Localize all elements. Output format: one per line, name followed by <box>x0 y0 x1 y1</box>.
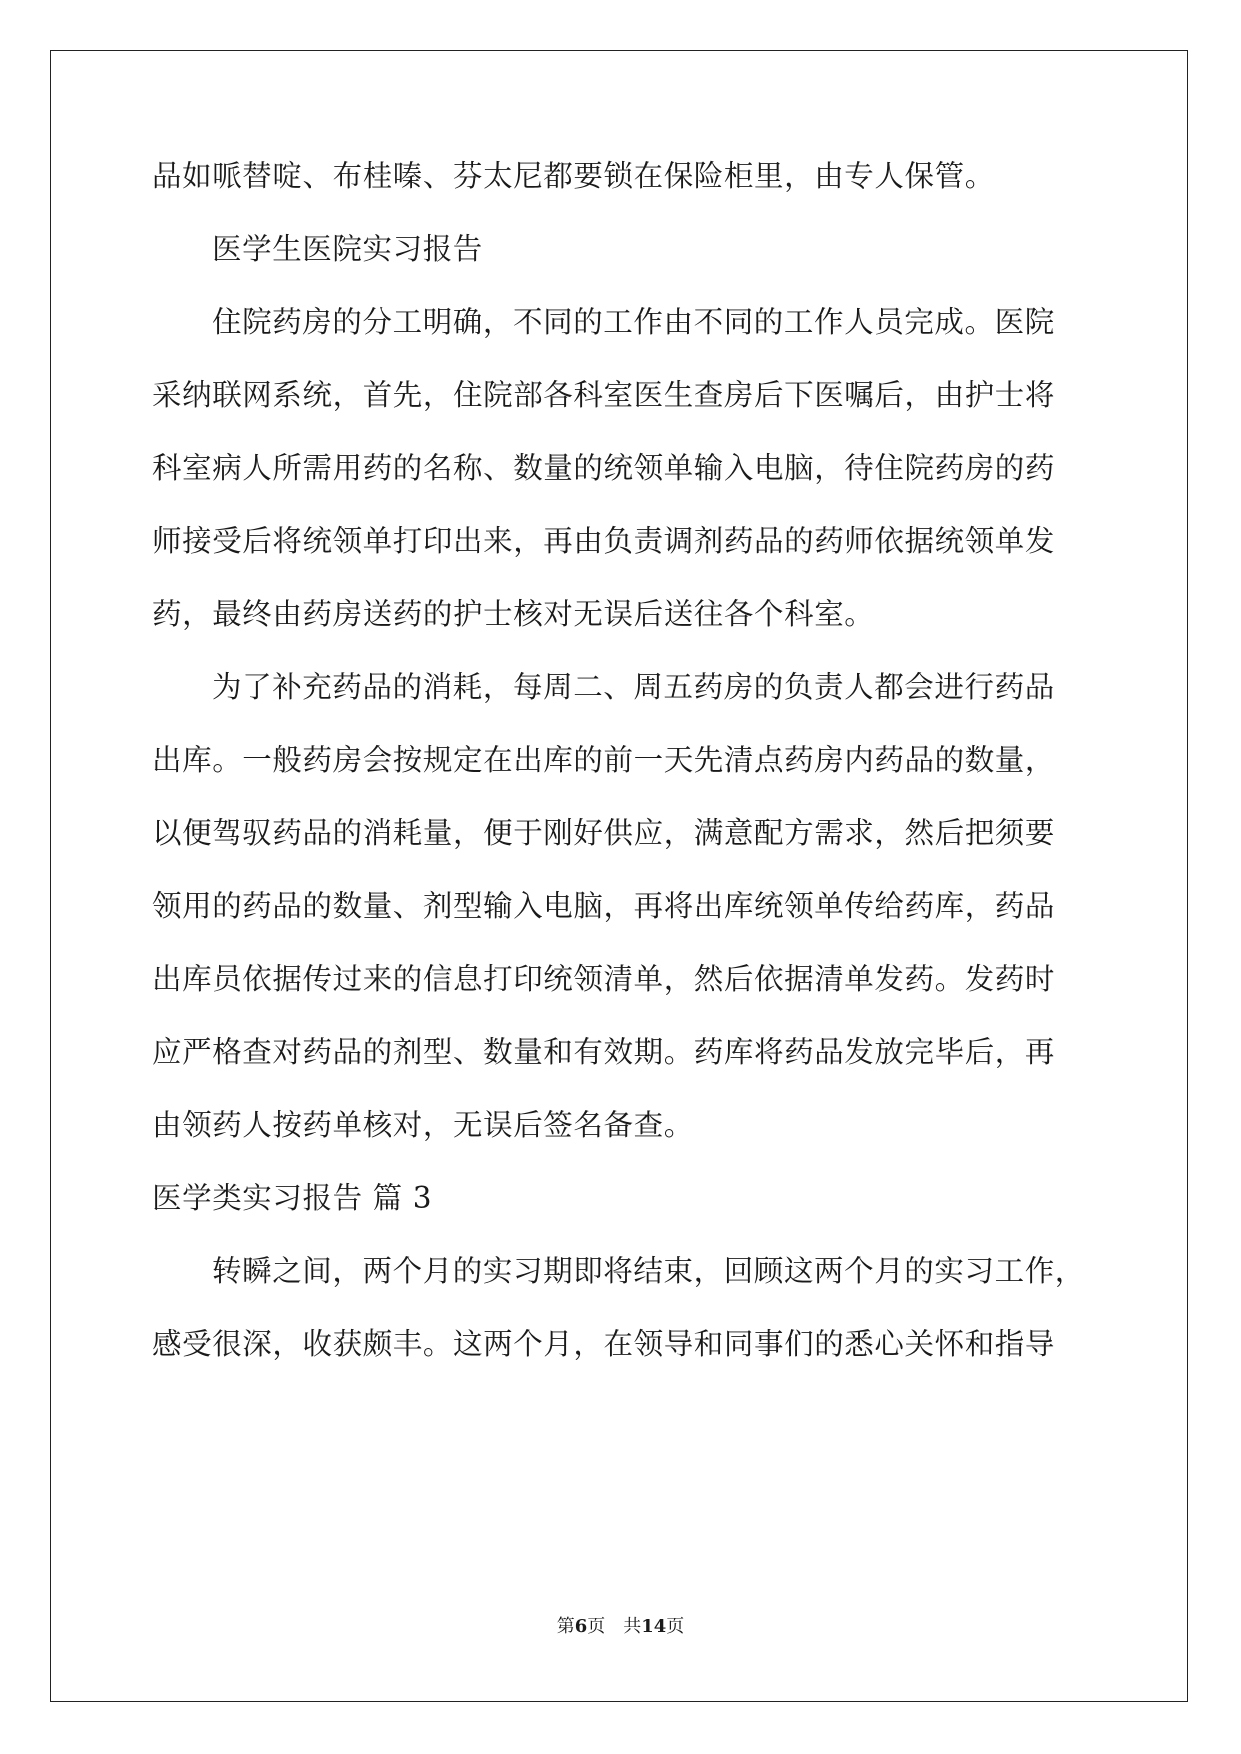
section-heading: 医学生医院实习报告 <box>212 232 483 266</box>
footer-suffix: 页 <box>666 1616 685 1637</box>
body-line: 应严格查对药品的剂型、数量和有效期。药库将药品发放完毕后，再 <box>152 1035 1056 1069</box>
body-line: 药，最终由药房送药的护士核对无误后送往各个科室。 <box>152 597 875 631</box>
page-border <box>50 50 1188 1702</box>
footer-middle: 页 共 <box>587 1616 642 1637</box>
body-line: 采纳联网系统，首先，住院部各科室医生查房后下医嘱后，由护士将 <box>152 378 1056 412</box>
body-line: 品如哌替啶、布桂嗪、芬太尼都要锁在保险柜里，由专人保管。 <box>152 159 995 193</box>
body-line: 领用的药品的数量、剂型输入电脑，再将出库统领单传给药库，药品 <box>152 889 1056 923</box>
body-line: 出库。一般药房会按规定在出库的前一天先清点药房内药品的数量， <box>152 743 1056 777</box>
page-footer <box>0 1612 1241 1638</box>
body-line: 转瞬之间，两个月的实习期即将结束，回顾这两个月的实习工作， <box>212 1254 1085 1288</box>
body-line: 科室病人所需用药的名称、数量的统领单输入电脑，待住院药房的药 <box>152 451 1056 485</box>
body-line: 由领药人按药单核对，无误后签名备查。 <box>152 1108 694 1142</box>
body-line: 以便驾驭药品的消耗量，便于刚好供应，满意配方需求，然后把须要 <box>152 816 1056 850</box>
section-title: 医学类实习报告 篇 3 <box>152 1181 433 1215</box>
current-page-number: 6 <box>574 1616 588 1637</box>
body-line: 为了补充药品的消耗，每周二、周五药房的负责人都会进行药品 <box>212 670 1055 704</box>
body-line: 出库员依据传过来的信息打印统领清单，然后依据清单发药。发药时 <box>152 962 1056 996</box>
total-pages-number: 14 <box>641 1616 667 1637</box>
body-line: 住院药房的分工明确，不同的工作由不同的工作人员完成。医院 <box>212 305 1055 339</box>
body-line: 师接受后将统领单打印出来，再由负责调剂药品的药师依据统领单发 <box>152 524 1056 558</box>
footer-prefix: 第 <box>556 1616 575 1637</box>
body-line: 感受很深，收获颇丰。这两个月，在领导和同事们的悉心关怀和指导 <box>152 1327 1056 1361</box>
